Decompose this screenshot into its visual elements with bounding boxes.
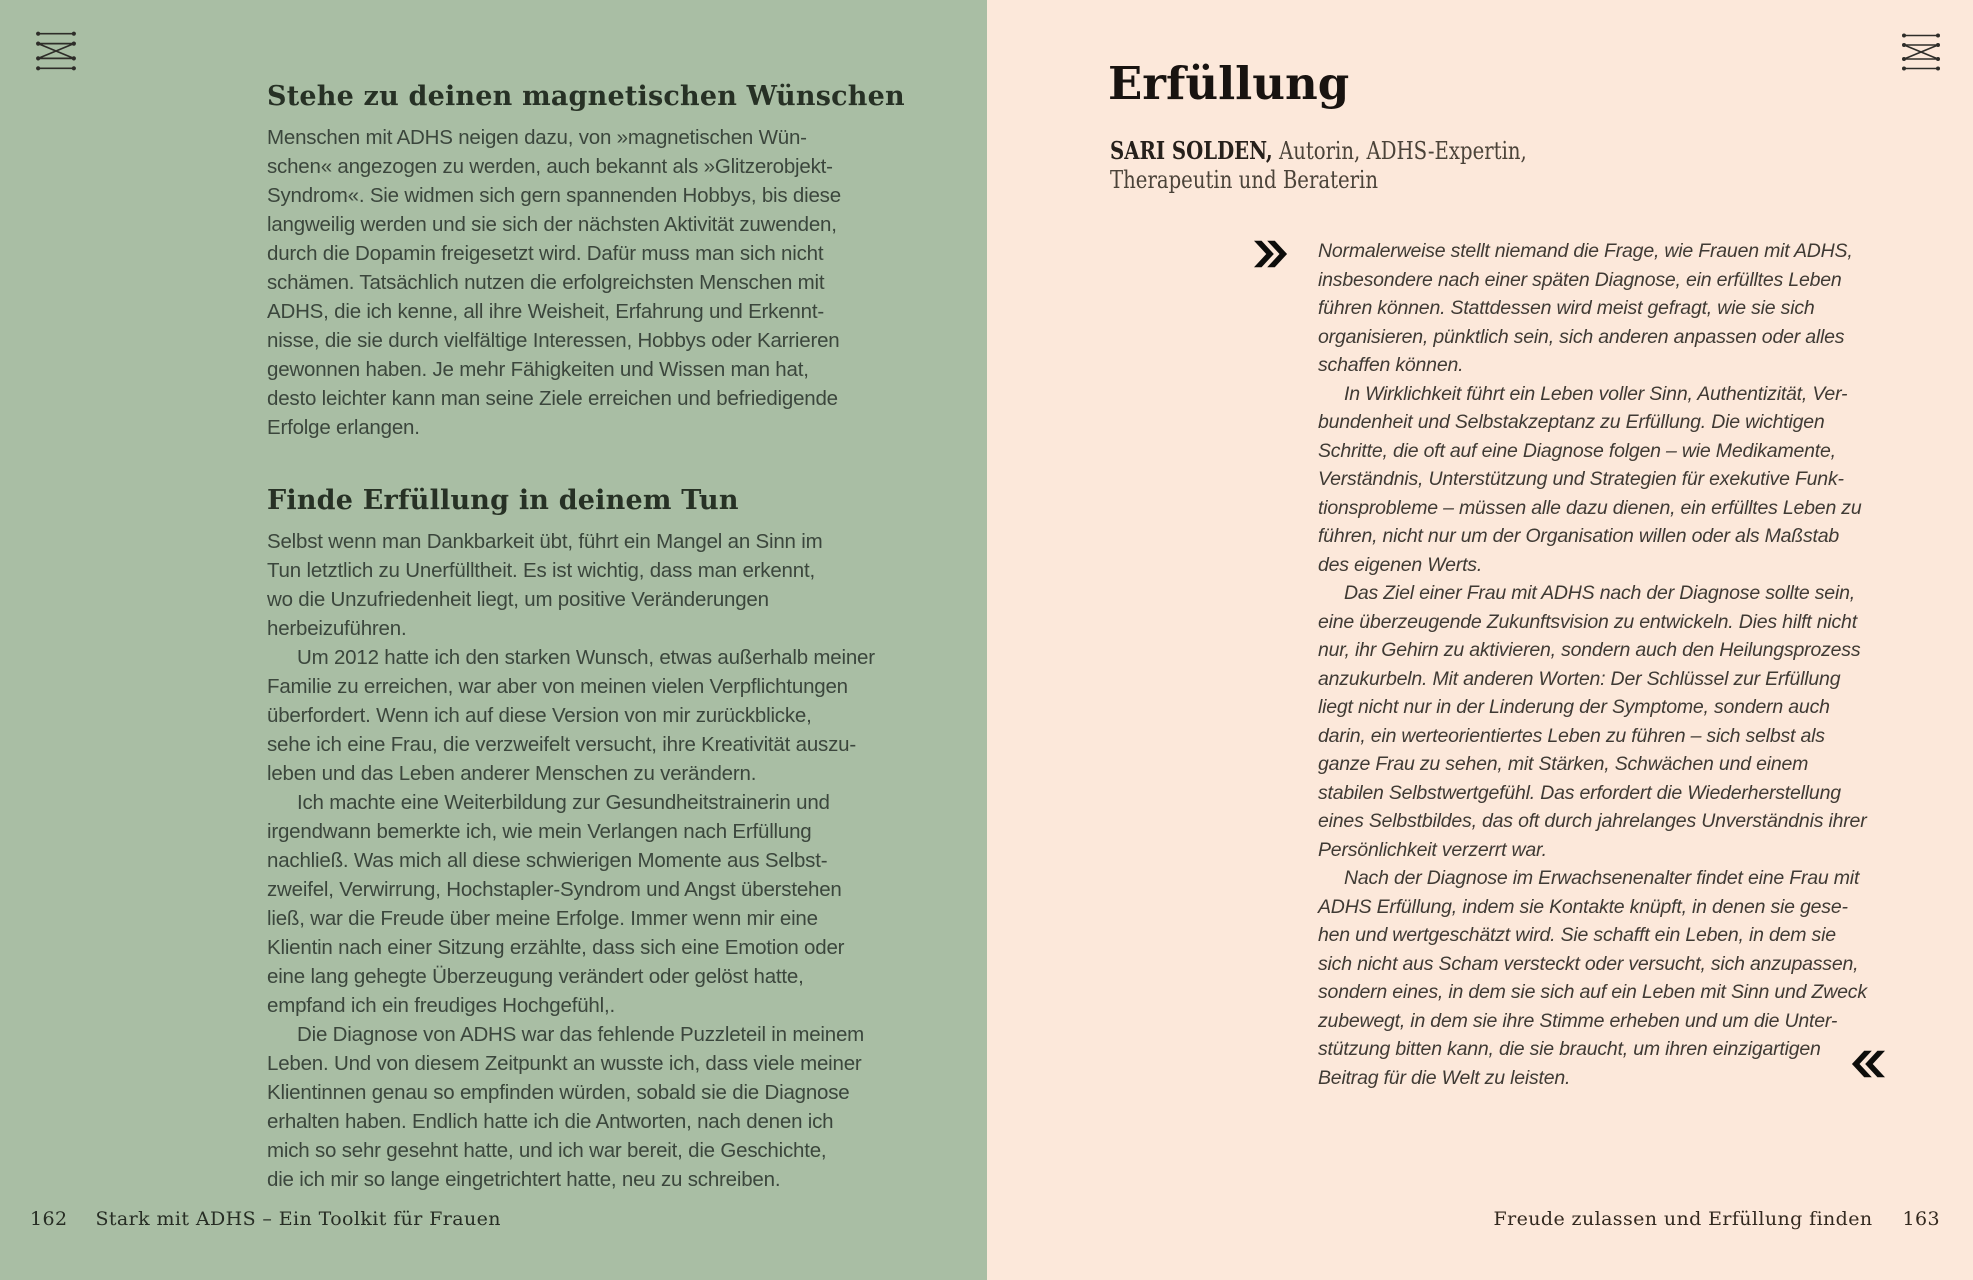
left-page-footer [30,1208,501,1230]
right-page-footer [1494,1208,1940,1230]
author-line [1110,136,1527,195]
body-paragraph: Menschen mit ADHS neigen dazu, von »magnetischen Wün- schen« angezogen zu werden, auch bekannt als »Glitzerobjekt- Syndrom«. Sie widmen sich gern spannenden Hobbys, bis diese langweilig werden und sie sich der nächsten Aktivität zuwenden, durch die Dopamin freigesetzt wird. Dafür muss man sich nicht schämen. Tatsächlich nutzen die erfolgreichsten Menschen mit ADHS, die ich kenne, all ihre Weisheit, Erfahrung und Erkennt- nisse, die sie durch vielfältige Interessen, Hobbys oder Karrieren gewonnen haben. Je mehr Fähigkeiten und Wissen man hat, desto leichter kann man seine Ziele erreichen und befriedigende Erfolge erlangen. [267,126,841,439]
section-heading: Finde Erfüllung in deinem Tun [267,485,739,516]
body-paragraph: Selbst wenn man Dankbarkeit übt, führt ein Mangel an Sinn im Tun letztlich zu Unerfülltheit. Es ist wichtig, dass man erkennt, wo die Unzufriedenheit liegt, um positive Veränderungen herbeizuführen. [267,530,823,640]
double-chevron-left-quote-icon [1851,1050,1885,1083]
body-paragraph: Die Diagnose von ADHS war das fehlende Puzzleteil in meinem Leben. Und von diesem Zeitpunkt an wusste ich, dass viele meiner Klientinnen genau so empfinden würden, sobald sie die Diagnose erhalten haben. Endlich hatte ich die Antworten, nach denen ich mich so sehr gesehnt hatte, und ich war bereit, die Geschichte, die ich mir so lange eingetrichtert hatte, neu zu schreiben. [267,1023,865,1191]
chapter-heading: Erfüllung [1108,57,1350,110]
author-role: Autorin, ADHS-Expertin, [1272,137,1527,165]
loom-ornament-icon [1901,32,1941,72]
author-line-1 [1110,136,1527,166]
chapter-title: Freude zulassen und Erfüllung finden [1493,1208,1873,1230]
quote-paragraph: Nach der Diagnose im Erwachsenenalter findet eine Frau mit ADHS Erfüllung, indem sie Kontakte knüpft, in denen sie gese- hen und wertgeschätzt wird. Sie schafft ein Leben, in dem sie sich nicht aus Scham versteckt oder versucht, sich anzupassen, sondern eines, in dem sie sich auf ein Leben mit Sinn und Zweck zubewegt, in dem sie ihre Stimme erheben und um die Unter- stützung bitten kann, die sie braucht, um ihren einzigartigen Beitrag für die Welt zu leisten. [1318,867,1867,1089]
body-paragraph: Um 2012 hatte ich den starken Wunsch, etwas außerhalb meiner Familie zu erreichen, war aber von meinen vielen Verpflichtungen überfordert. Wenn ich auf diese Version von mir zurückblicke, sehe ich eine Frau, die verzweifelt versucht, ihre Kreativität auszu- leben und das Leben anderer Menschen zu verändern. [267,646,875,785]
book-title: Stark mit ADHS – Ein Toolkit für Frauen [95,1208,501,1230]
pull-quote [1318,237,1923,1092]
page-number: 163 [1902,1208,1940,1230]
section-heading: Stehe zu deinen magnetischen Wünschen [267,81,905,112]
left-page-text-column [267,80,912,1194]
quote-paragraph: In Wirklichkeit führt ein Leben voller Sinn, Authentizität, Ver- bundenheit und Selbstakzeptanz zu Erfüllung. Die wichtigen Schritte, die oft auf eine Diagnose folgen – wie Medikamente, Verständnis, Unterstützung und Strategien für exekutive Funk- tionsprobleme – müssen alle dazu dienen, ein erfülltes Leben zu führen, nicht nur um der Organisation willen oder als Maßstab des eigenen Werts. [1318,382,1862,576]
quote-paragraph: Das Ziel einer Frau mit ADHS nach der Diagnose sollte sein, eine überzeugende Zukunftsvision zu entwickeln. Dies hilft nicht nur, ihr Gehirn zu aktivieren, sondern auch den Heilungsprozess anzukurbeln. Mit anderen Worten: Der Schlüssel zur Erfüllung liegt nicht nur in der Linderung der Symptome, sondern auch darin, ein werteorientiertes Leben zu führen – sich selbst als ganze Frau zu sehen, mit Stärken, Schwächen und einem stabilen Selbstwertgefühl. Das erfordert die Wiederherstellung eines Selbstbildes, das oft durch jahrelanges Unverständnis ihrer Persönlichkeit verzerrt war. [1318,582,1867,861]
body-paragraph: Ich machte eine Weiterbildung zur Gesundheitstrainerin und irgendwann bemerkte ich, wie mein Verlangen nach Erfüllung nachließ. Was mich all diese schwierigen Momente aus Selbst- zweifel, Verwirrung, Hochstapler-Syndrom und Angst überstehen ließ, war die Freude über meine Erfolge. Immer wenn mir eine Klientin nach einer Sitzung erzählte, dass sich eine Emotion oder eine lang gehegte Überzeugung verändert oder gelöst hatte, empfand ich ein freudiges Hochgefühl,. [267,791,845,1017]
section-magnetic-wishes [267,80,912,442]
page-number: 162 [30,1208,68,1230]
loom-ornament-icon [35,30,77,72]
author-line-2: Therapeutin und Beraterin [1110,166,1379,194]
double-chevron-right-quote-icon [1254,240,1288,273]
right-page [987,0,1973,1280]
section-find-fulfillment [267,484,912,1194]
author-name: SARI SOLDEN, [1110,136,1273,165]
quote-paragraph: Normalerweise stellt niemand die Frage, wie Frauen mit ADHS, insbesondere nach einer späten Diagnose, ein erfülltes Leben führen können. Stattdessen wird meist gefragt, wie sie sich organisieren, pünktlich sein, sich anderen anpassen oder alles schaffen können. [1318,240,1853,376]
